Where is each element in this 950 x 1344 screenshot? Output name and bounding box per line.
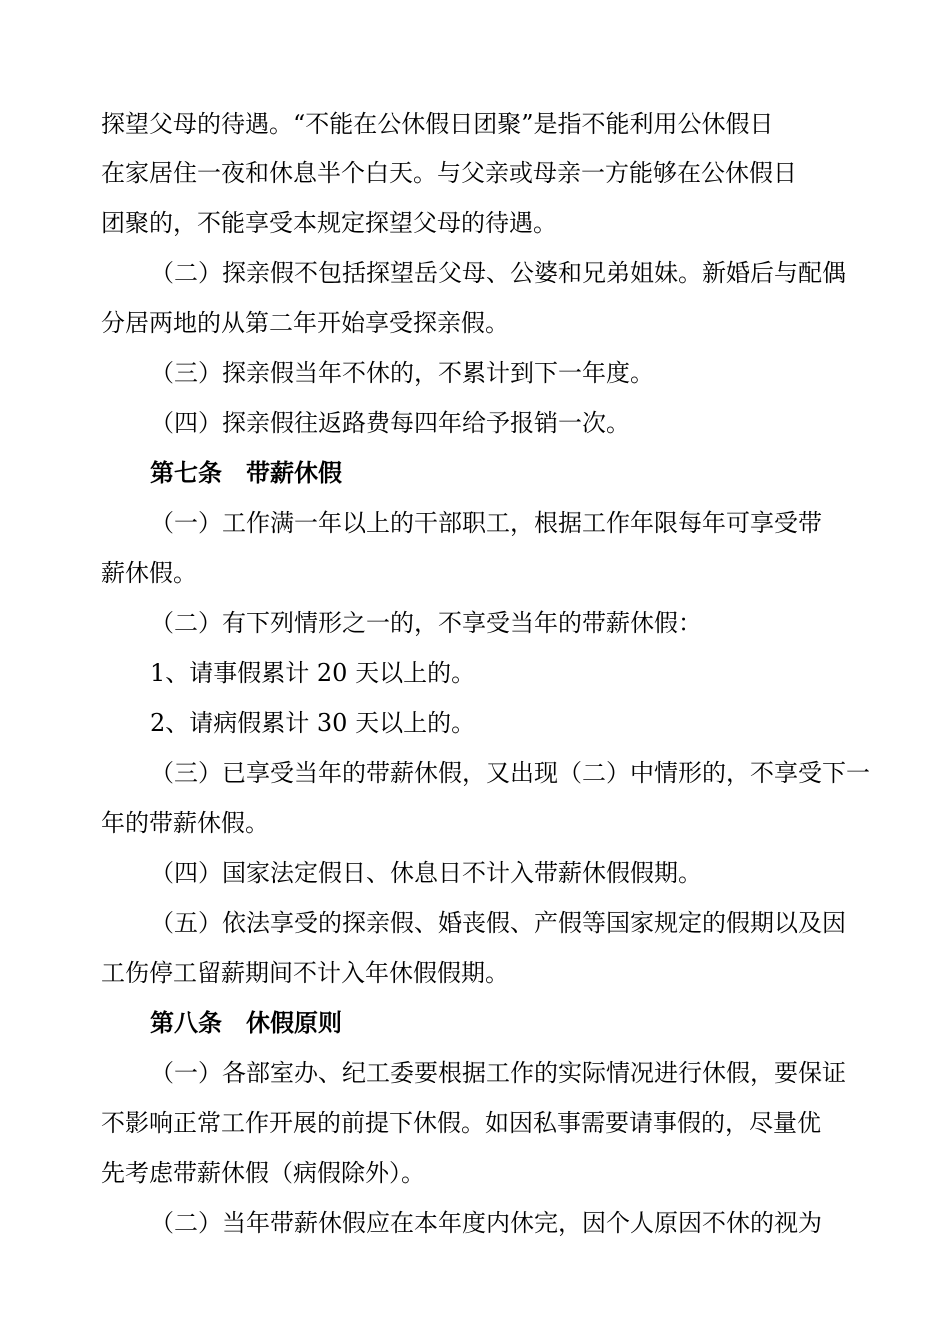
section-heading: 第七条 带薪休假 [150, 459, 342, 487]
paragraph-line: （二）探亲假不包括探望岳父母、公婆和兄弟姐妹。新婚后与配偶 [150, 259, 846, 287]
paragraph-line: （四）国家法定假日、休息日不计入带薪休假假期。 [150, 859, 702, 887]
paragraph-line: 不影响正常工作开展的前提下休假。如因私事需要请事假的，尽量优 [101, 1109, 821, 1137]
paragraph-line: （一）各部室办、纪工委要根据工作的实际情况进行休假，要保证 [150, 1059, 846, 1087]
paragraph-line: （三）探亲假当年不休的，不累计到下一年度。 [150, 359, 654, 387]
paragraph-line: （五）依法享受的探亲假、婚丧假、产假等国家规定的假期以及因 [150, 909, 846, 937]
paragraph-line: 薪休假。 [101, 559, 197, 587]
paragraph-line: （三）已享受当年的带薪休假，又出现（二）中情形的，不享受下一 [150, 759, 870, 787]
section-heading: 第八条 休假原则 [150, 1009, 342, 1037]
list-item: 2、请病假累计 30 天以上的。 [150, 709, 476, 737]
paragraph-line: 先考虑带薪休假（病假除外）。 [101, 1159, 425, 1187]
paragraph-line: 工伤停工留薪期间不计入年休假假期。 [101, 959, 509, 987]
paragraph-line: （二）有下列情形之一的，不享受当年的带薪休假： [150, 609, 702, 637]
paragraph-line: 年的带薪休假。 [101, 809, 269, 837]
paragraph-line: （二）当年带薪休假应在本年度内休完，因个人原因不休的视为 [150, 1209, 822, 1237]
paragraph-line: （一）工作满一年以上的干部职工，根据工作年限每年可享受带 [150, 509, 822, 537]
paragraph-line: 在家居住一夜和休息半个白天。与父亲或母亲一方能够在公休假日 [101, 159, 797, 187]
paragraph-line: 分居两地的从第二年开始享受探亲假。 [101, 309, 509, 337]
paragraph-line: 探望父母的待遇。“不能在公休假日团聚”是指不能利用公休假日 [101, 110, 774, 138]
list-item: 1、请事假累计 20 天以上的。 [150, 659, 476, 687]
paragraph-line: 团聚的，不能享受本规定探望父母的待遇。 [101, 209, 557, 237]
paragraph-line: （四）探亲假往返路费每四年给予报销一次。 [150, 409, 630, 437]
